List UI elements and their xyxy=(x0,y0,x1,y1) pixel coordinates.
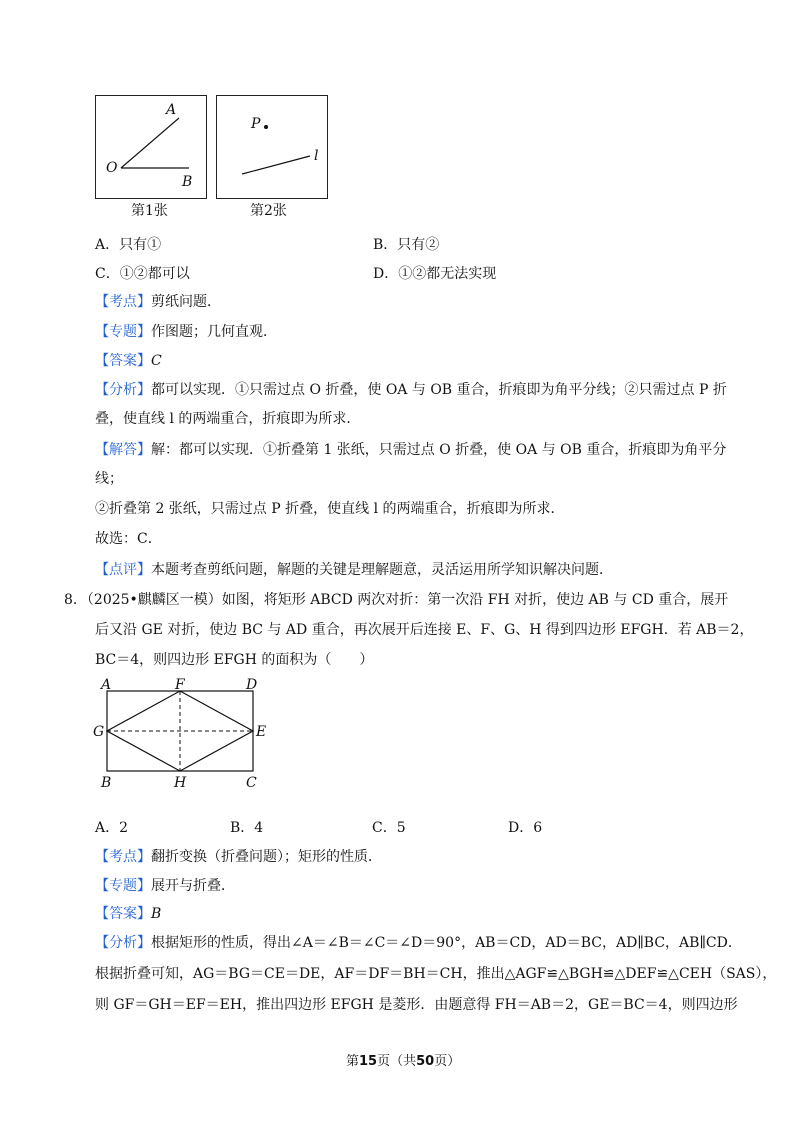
q8-option-b: B．4 xyxy=(230,820,264,836)
q8-kaodian: 【考点】翻折变换（折叠问题）；矩形的性质． xyxy=(95,849,382,865)
q7-option-d: D．①②都无法实现 xyxy=(373,266,497,282)
q7-analysis-line-1: 【分析】都可以实现．①只需过点 O 折叠，使 OA 与 OB 重合，折痕即为角平分线；②只需过点 P 折 xyxy=(95,382,727,398)
q7-solution-line-2: 线； xyxy=(95,471,123,487)
q8-zhuanti: 【专题】展开与折叠． xyxy=(95,878,235,894)
q8-rectangle-figure xyxy=(90,675,280,795)
figure-2-line xyxy=(217,96,327,198)
fig1-label-a: A xyxy=(166,102,177,118)
figure-2-box xyxy=(216,95,328,199)
page-footer: 第15页（共50页） xyxy=(346,1054,461,1069)
q8-option-c: C．5 xyxy=(372,820,406,836)
q7-analysis-line-2: 叠，使直线 l 的两端重合，折痕即为所求． xyxy=(95,411,361,427)
q8-label-b: B xyxy=(101,775,112,791)
q7-answer: 【答案】C xyxy=(95,353,162,369)
q8-label-a: A xyxy=(101,677,112,693)
fig1-label-b: B xyxy=(182,174,193,190)
q8-analysis-line-2: 根据折叠可知，AG＝BG＝CE＝DE，AF＝DF＝BH＝CH，推出△AGF≌△BGH≌△DEF≌△CEH（SAS）， xyxy=(95,966,777,982)
q7-solution-line-4: 故选：C． xyxy=(95,531,162,547)
q7-option-c: C．①②都可以 xyxy=(95,266,190,282)
q8-label-c: C xyxy=(246,775,257,791)
q8-analysis-line-1: 【分析】根据矩形的性质，得出∠A＝∠B＝∠C＝∠D＝90°，AB＝CD，AD＝BC，AD∥BC，AB∥CD． xyxy=(95,935,742,951)
q8-label-f: F xyxy=(175,677,185,693)
figure-1-caption: 第1张 xyxy=(131,203,168,219)
page-total: 50 xyxy=(416,1054,435,1069)
q8-stem-line-3: BC＝4，则四边形 EFGH 的面积为（ ） xyxy=(95,652,374,668)
q8-option-d: D．6 xyxy=(508,820,543,836)
q7-option-b: B．只有② xyxy=(373,237,440,253)
fig2-label-l: l xyxy=(314,148,319,164)
page-number: 15 xyxy=(359,1054,378,1069)
fig1-label-o: O xyxy=(106,160,118,176)
figure-1-angle xyxy=(96,96,206,198)
q8-label-h: H xyxy=(174,775,187,791)
q8-answer: 【答案】B xyxy=(95,906,162,922)
figure-2-caption: 第2张 xyxy=(250,203,287,219)
q8-label-d: D xyxy=(246,677,258,693)
q7-comment: 【点评】本题考查剪纸问题，解题的关键是理解题意，灵活运用所学知识解决问题． xyxy=(95,562,613,578)
q7-option-a: A．只有① xyxy=(95,237,162,253)
q8-stem-line-2: 后又沿 GE 对折，使边 BC 与 AD 重合，再次展开后连接 E、F、G、H 得到四边形 EFGH．若 AB＝2， xyxy=(95,622,754,638)
q8-label-e: E xyxy=(256,724,267,740)
fig2-point-p xyxy=(264,125,268,129)
fig2-label-p: P xyxy=(251,116,261,132)
q8-analysis-line-3: 则 GF＝GH＝EF＝EH，推出四边形 EFGH 是菱形．由题意得 FH＝AB＝2，GE＝BC＝4，则四边形 xyxy=(95,997,738,1013)
figure-1-box xyxy=(95,95,207,199)
q7-solution-line-3: ②折叠第 2 张纸，只需过点 P 折叠，使直线 l 的两端重合，折痕即为所求． xyxy=(95,501,565,517)
q7-zhuanti: 【专题】作图题；几何直观． xyxy=(95,324,277,340)
q7-solution-line-1: 【解答】解：都可以实现．①折叠第 1 张纸，只需过点 O 折叠，使 OA 与 OB 重合，折痕即为角平分 xyxy=(95,442,727,458)
q8-label-g: G xyxy=(93,724,105,740)
q8-option-a: A．2 xyxy=(95,820,129,836)
q7-kaodian: 【考点】剪纸问题． xyxy=(95,294,221,310)
q8-stem-line-1: 8．（2025•麒麟区一模）如图，将矩形 ABCD 两次对折：第一次沿 FH 对折，使边 AB 与 CD 重合，展开 xyxy=(64,592,729,608)
